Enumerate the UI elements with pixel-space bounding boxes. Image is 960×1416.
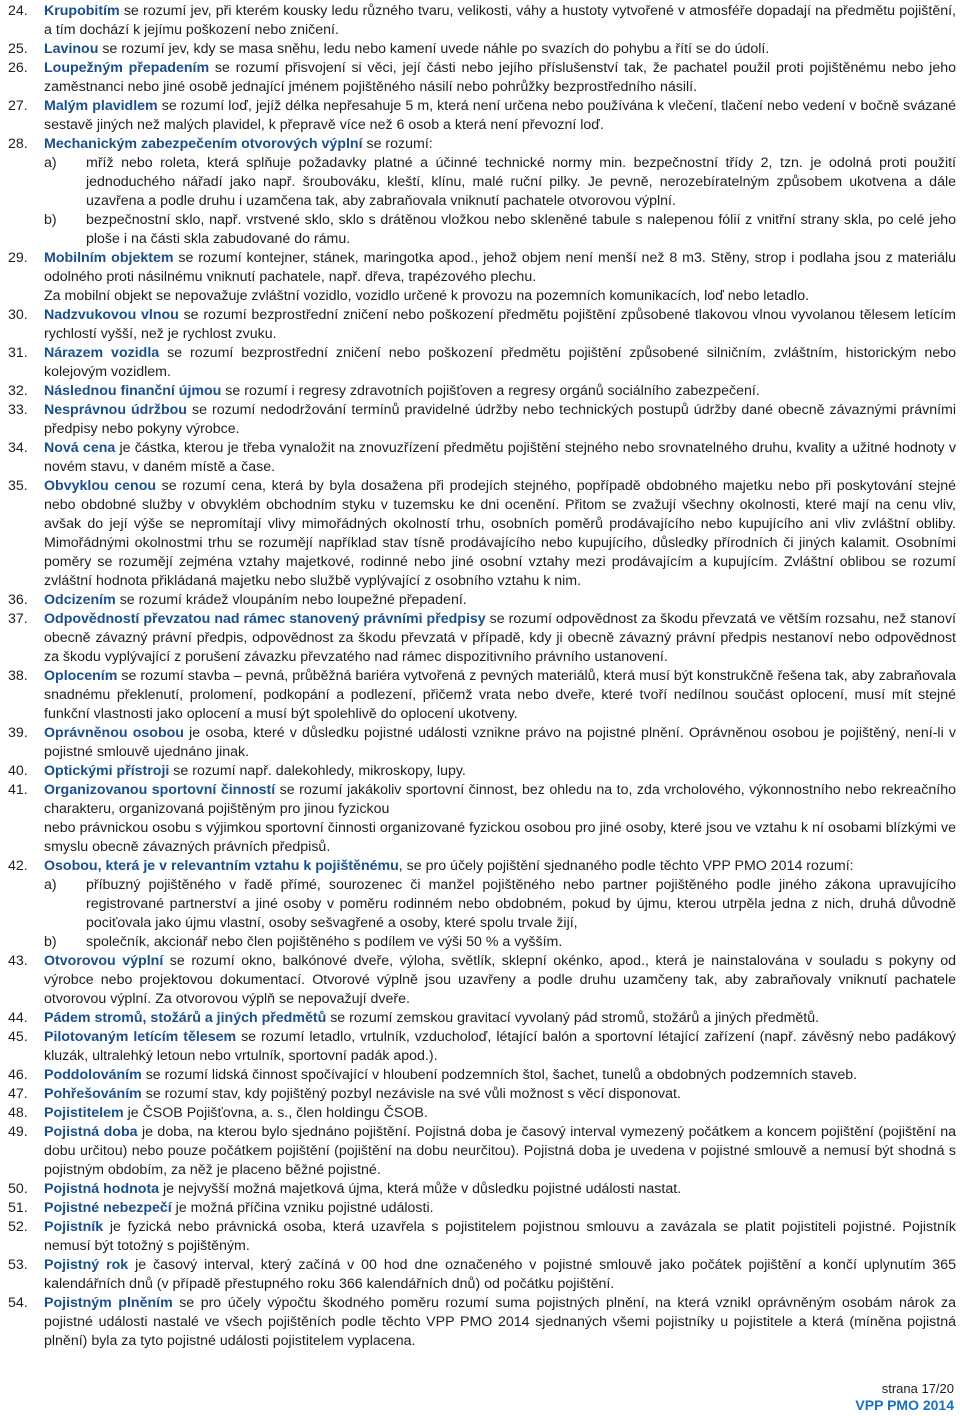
definition-item <box>8 724 956 762</box>
item-text <box>44 667 956 724</box>
item-number: 45. <box>8 1029 28 1045</box>
item-number: 24. <box>8 3 28 19</box>
item-text <box>44 1294 956 1351</box>
definition-item <box>8 2 956 40</box>
defined-term: Pojistná doba <box>44 1124 138 1140</box>
definition-text: se rozumí stavba – pevná, průběžná bariéra vytvořená z pevných materiálů, která musí být konstrukčně řešena tak, aby zabraňovala snadnému překlenutí, prolomení, podkopání a podlezení, přičemž vrata nebo dveře, které tvoří nedílnou součást oplocení, musí mít stejné funkční vlastnosti jako oplocení a musí být spolehlivě do oplocení ukotveny. <box>44 668 956 722</box>
defined-term: Pádem stromů, stožárů a jiných předmětů <box>44 1010 327 1026</box>
definition-item <box>8 59 956 97</box>
definition-text: se rozumí i regresy zdravotních pojišťoven a regresy orgánů sociálního zabezpečení. <box>221 383 760 399</box>
item-number: 49. <box>8 1124 28 1140</box>
item-number: 30. <box>8 307 28 323</box>
definition-text: se rozumí loď, jejíž délka nepřesahuje 5 m, která není určena nebo používána k vlečení, tlačení nebo vedení v bočně svázané sestavě jiných než malých plavidel, k přepravě více než 6 osob a která není převozní loď. <box>44 98 957 133</box>
definition-text: je osoba, které v důsledku pojistné události vznikne právo na pojistné plnění. Oprávněnou osobou je pojištěný, není-li v pojistné smlouvě ujednáno jinak. <box>44 725 956 760</box>
item-number: 26. <box>8 60 28 76</box>
item-text <box>44 781 956 819</box>
definition-text: se rozumí přisvojení si věci, její části nebo jejího příslušenství tak, že pachatel použil proti pojištěnému nebo jeho zaměstnanci nebo jiné osobě jednající jménem pojištěného násilí nebo pohrůžky bezprostředního násilí. <box>44 60 956 95</box>
defined-term: Pojistitelem <box>44 1105 124 1121</box>
item-text <box>44 724 956 762</box>
definition-continuation: nebo právnickou osobu s výjimkou sportovní činnosti organizované fyzickou osobou pro jiné osoby, které jsou ve vztahu k ní osobami blízkými ve smyslu obecně závazných právních předpisů. <box>44 820 956 855</box>
sub-item <box>44 876 956 933</box>
defined-term: Nárazem vozidla <box>44 345 160 361</box>
item-text <box>44 591 956 610</box>
item-text <box>44 439 956 477</box>
defined-term: Pohřešováním <box>44 1086 142 1102</box>
definition-item <box>8 1180 956 1199</box>
item-number: 28. <box>8 136 28 152</box>
sub-item-text: mříž nebo roleta, která splňuje požadavky platné a účinné technické normy min. bezpečnostní třídy 2, tzn. je odolná proti použití jednoduchého nářadí jako např. šroubováku, kleští, klínu, malé ruční pilky. Je pevně, nerozebíratelným způsobem ukotvena a dále uzavřena a podle druhu i uzamčena tak, aby zabraňovala vniknutí pachatele otvorovou výplní. <box>86 155 956 209</box>
definition-text: se rozumí bezprostřední zničení nebo poškození předmětu pojištění způsobené silničním, zvláštním, historickým nebo kolejovým vozidlem. <box>44 345 956 380</box>
item-text <box>44 1104 956 1123</box>
definition-text: se rozumí jev, při kterém kousky ledu různého tvaru, velikosti, váhy a hustoty vytvořené v atmosféře dopadají na předmětu pojištění, a tím dochází k jejímu poškození nebo zničení. <box>44 3 956 38</box>
item-text <box>44 249 956 287</box>
defined-term: Pojistná hodnota <box>44 1181 160 1197</box>
definition-text: je fyzická nebo právnická osoba, která uzavřela s pojistitelem pojistnou smlouvu a zavázala se platit pojistiteli pojistné. Pojistník nemusí být totožný s pojištěným. <box>44 1219 956 1254</box>
definition-item <box>8 1028 956 1066</box>
item-text <box>44 1123 956 1180</box>
sub-item <box>44 211 956 249</box>
defined-term: Mechanickým zabezpečením otvorových výplní <box>44 136 363 152</box>
defined-term: Nová cena <box>44 440 116 456</box>
definition-item <box>8 781 956 857</box>
defined-term: Nadzvukovou vlnou <box>44 307 179 323</box>
definition-item <box>8 40 956 59</box>
defined-term: Osobou, která je v relevantním vztahu k pojištěnému <box>44 858 399 874</box>
item-text <box>44 2 956 40</box>
item-number: 25. <box>8 41 28 57</box>
page-footer <box>855 1381 954 1413</box>
item-number: 42. <box>8 858 28 874</box>
definition-text: je ČSOB Pojišťovna, a. s., člen holdingu ČSOB. <box>123 1105 428 1121</box>
item-text <box>44 1180 956 1199</box>
definition-text: je částka, kterou je třeba vynaložit na znovuzřízení předmětu pojištění stejného nebo srovnatelného druhu, kvality a užitné hodnoty v novém stavu, v daném místě a čase. <box>44 440 956 475</box>
sub-item-label: a) <box>44 877 57 893</box>
defined-term: Oprávněnou osobou <box>44 725 184 741</box>
definition-text: se rozumí lidská činnost spočívající v hloubení podzemních štol, šachet, tunelů a obdobných podzemních staveb. <box>141 1067 858 1083</box>
definition-item <box>8 477 956 591</box>
definition-continuation: Za mobilní objekt se nepovažuje zvláštní vozidlo, vozidlo určené k provozu na pozemních komunikacích, loď nebo letadlo. <box>44 288 810 304</box>
item-number: 44. <box>8 1010 28 1026</box>
item-number: 43. <box>8 953 28 969</box>
item-number: 51. <box>8 1200 28 1216</box>
definition-item <box>8 1085 956 1104</box>
item-number: 36. <box>8 592 28 608</box>
definition-text: se rozumí zemskou gravitací vyvolaný pád stromů, stožárů a jiných předmětů. <box>326 1010 820 1026</box>
definition-item <box>8 306 956 344</box>
definition-item <box>8 952 956 1009</box>
definition-text: se pro účely výpočtu škodného poměru rozumí suma pojistných plnění, na která vznikl oprávněným osobám nárok za pojistné události nastalé ve všech pojištěních podle těchto VPP PMO 2014 sjednaných všemi pojistníky u pojistitele a která (míněna pojistná plnění) byla za tyto pojistné události pojistitelem vyplacena. <box>44 1295 956 1349</box>
item-text <box>44 1199 956 1218</box>
definition-item <box>8 857 956 952</box>
item-text <box>44 477 956 591</box>
definition-text: se rozumí odpovědnost za škodu převzatá ve větším rozsahu, než stanoví obecně závazný právní předpis, odpovědnost za škodu převzatá v případě, kdy ji obecně závazný právní předpis nestanoví nebo odpovědnost za škodu vyplývající z porušení závazku převzatého nad rámec dispozitivního právního ustanovení. <box>44 611 956 665</box>
item-number: 47. <box>8 1086 28 1102</box>
definition-item <box>8 382 956 401</box>
definition-item <box>8 1294 956 1351</box>
sub-item-text: příbuzný pojištěného v řadě přímé, sourozenec či manžel pojištěného nebo partner pojištěného podle jiného zákona upravujícího registrované partnerství a jiné osoby v poměru rodinném nebo obdobném, pokud by újmu, kterou utrpěla jedna z nich, druhá důvodně pociťovala jako újmu vlastní, osoby sešvagřené a osoby, které spolu trvale žijí, <box>86 877 956 931</box>
definition-text: se rozumí bezprostřední zničení nebo poškození předmětu pojištění způsobené tlakovou vlnou vyvolanou tělesem letícím rychlostí vyšší, než je rychlost zvuku. <box>44 307 956 342</box>
item-number: 46. <box>8 1067 28 1083</box>
item-text <box>44 306 956 344</box>
item-text <box>44 1028 956 1066</box>
sub-item-text: společník, akcionář nebo člen pojištěného s podílem ve výši 50 % a vyšším. <box>86 934 563 950</box>
definition-text: je nejvyšší možná majetková újma, která může v důsledku pojistné události nastat. <box>159 1181 682 1197</box>
item-number: 52. <box>8 1219 28 1235</box>
item-text <box>44 1009 956 1028</box>
sub-item-label: b) <box>44 934 57 950</box>
item-text <box>44 135 956 154</box>
document-code: VPP PMO 2014 <box>855 1397 954 1413</box>
item-number: 32. <box>8 383 28 399</box>
definition-text: se rozumí jev, kdy se masa sněhu, ledu nebo kamení uvede náhle po svazích do pohybu a řítí se do údolí. <box>98 41 770 57</box>
defined-term: Odcizením <box>44 592 116 608</box>
defined-term: Krupobitím <box>44 3 120 19</box>
definition-text: se rozumí okno, balkónové dveře, výloha, světlík, sklepní okénko, apod., která je nainstalována v souladu s pokyny od výrobce nebo projektovou dokumentací. Otvorové výplně jsou uzavřeny a podle druhu uzamčeny tak, aby zabraňovaly vniknutí pachatele otvorovou výplní. Za otvorovou výplň se nepovažují dveře. <box>44 953 956 1007</box>
definition-text: se rozumí stav, kdy pojištěný pozbyl nezávisle na své vůli možnost s věcí disponovat. <box>141 1086 681 1102</box>
item-number: 37. <box>8 611 28 627</box>
definition-item <box>8 1009 956 1028</box>
page-number: strana 17/20 <box>881 1381 954 1396</box>
definition-item <box>8 591 956 610</box>
defined-term: Nesprávnou údržbou <box>44 402 187 418</box>
item-number: 39. <box>8 725 28 741</box>
definition-item <box>8 439 956 477</box>
defined-term: Obvyklou cenou <box>44 478 157 494</box>
defined-term: Loupežným přepadením <box>44 60 210 76</box>
defined-term: Pojistný rok <box>44 1257 129 1273</box>
item-text <box>44 1218 956 1256</box>
item-number: 50. <box>8 1181 28 1197</box>
definition-item <box>8 667 956 724</box>
item-number: 54. <box>8 1295 28 1311</box>
definition-text: je časový interval, který začíná v 00 hod dne označeného v pojistné smlouvě jako počátek pojištění a končí uplynutím 365 kalendářních dnů (v případě přestupného roku 366 kalendářních dnů) od počátku pojištění. <box>44 1257 956 1292</box>
item-number: 41. <box>8 782 28 798</box>
item-number: 33. <box>8 402 28 418</box>
sub-item <box>44 933 956 952</box>
definition-text: se rozumí: <box>362 136 433 152</box>
definition-item <box>8 1199 956 1218</box>
defined-term: Organizovanou sportovní činností <box>44 782 276 798</box>
item-text <box>44 762 956 781</box>
definition-text: se rozumí krádež vloupáním nebo loupežné přepadení. <box>115 592 467 608</box>
definition-text: je možná příčina vzniku pojistné události. <box>171 1200 434 1216</box>
item-number: 34. <box>8 440 28 456</box>
sub-item-label: b) <box>44 212 57 228</box>
definition-text: , se pro účely pojištění sjednaného podle těchto VPP PMO 2014 rozumí: <box>398 858 854 874</box>
sub-item <box>44 154 956 211</box>
defined-term: Mobilním objektem <box>44 250 174 266</box>
definition-text: se rozumí jakákoliv sportovní činnost, bez ohledu na to, zda vrcholového, výkonnostního nebo rekreačního charakteru, organizovaná pojištěným pro jinou fyzickou <box>44 782 957 817</box>
defined-term: Pilotovaným letícím tělesem <box>44 1029 237 1045</box>
definition-text: se rozumí letadlo, vrtulník, vzducholoď, létající balón a sportovní létající zařízení (např. závěsný nebo padákový kluzák, ultralehký letoun nebo vrtulník, sportovní padák apod.). <box>44 1029 956 1064</box>
item-number: 27. <box>8 98 28 114</box>
item-number: 48. <box>8 1105 28 1121</box>
item-text <box>44 382 956 401</box>
definition-item <box>8 135 956 249</box>
defined-term: Pojistným plněním <box>44 1295 173 1311</box>
definition-item <box>8 610 956 667</box>
defined-term: Pojistník <box>44 1219 104 1235</box>
definition-text: se rozumí nedodržování termínů pravidelné údržby nebo technických postupů údržby dané obecně závaznými právními předpisy nebo pokyny výrobce. <box>44 402 956 437</box>
definition-item <box>8 1218 956 1256</box>
item-number: 35. <box>8 478 28 494</box>
definition-item <box>8 344 956 382</box>
definition-item <box>8 249 956 306</box>
definition-text: se rozumí např. dalekohledy, mikroskopy, lupy. <box>169 763 466 779</box>
definition-item <box>8 1256 956 1294</box>
sub-item-text: bezpečnostní sklo, např. vrstvené sklo, sklo s drátěnou vložkou nebo skleněné tabule s nalepenou fólií z vnitřní strany skla, po celé jeho ploše i na části skla zabudované do rámu. <box>86 212 956 247</box>
defined-term: Pojistné nebezpečí <box>44 1200 172 1216</box>
defined-term: Následnou finanční újmou <box>44 383 222 399</box>
item-text <box>44 1085 956 1104</box>
definition-text: se rozumí cena, která by byla dosažena při prodejích stejného, popřípadě obdobného majetku nebo při poskytování stejné nebo obdobné služby v obvyklém obchodním styku v tuzemsku ke dni ocenění. Přitom se zvažují všechny okolnosti, které mají na cenu vliv, avšak do její výše se nepromítají vlivy mimořádných okolností trhu, osobních poměrů prodávajícího nebo kupujícího ani vliv zvláštní obliby. Mimořádnými okolnostmi trhu se rozumějí například stav tísně prodávajícího nebo kupujícího, důsledky přírodních či jiných kalamit. Osobními poměry se rozumějí zejména vztahy majetkové, rodinné nebo jiné osobní vztahy mezi prodávajícím a kupujícím. Zvláštní oblibou se rozumí zvláštní hodnota přikládaná majetku nebo službě vyplývající z osobního vztahu k nim. <box>44 478 957 589</box>
item-text <box>44 40 956 59</box>
item-text <box>44 59 956 97</box>
defined-term: Oplocením <box>44 668 118 684</box>
defined-term: Otvorovou výplní <box>44 953 164 969</box>
item-text <box>44 401 956 439</box>
defined-term: Odpovědností převzatou nad rámec stanovený právními předpisy <box>44 611 486 627</box>
item-text <box>44 1256 956 1294</box>
definition-item <box>8 1104 956 1123</box>
document-body <box>8 2 956 1351</box>
sub-item-label: a) <box>44 155 57 171</box>
item-text <box>44 1066 956 1085</box>
defined-term: Malým plavidlem <box>44 98 158 114</box>
item-text <box>44 952 956 1009</box>
definition-item <box>8 401 956 439</box>
item-number: 29. <box>8 250 28 266</box>
definition-item <box>8 1123 956 1180</box>
item-number: 40. <box>8 763 28 779</box>
item-number: 38. <box>8 668 28 684</box>
defined-term: Optickými přístroji <box>44 763 170 779</box>
defined-term: Poddolováním <box>44 1067 142 1083</box>
item-text <box>44 97 956 135</box>
definition-item <box>8 1066 956 1085</box>
item-text <box>44 857 956 876</box>
definition-item <box>8 97 956 135</box>
item-text <box>44 344 956 382</box>
definition-text: je doba, na kterou bylo sjednáno pojištění. Pojistná doba je časový interval vymezený počátkem a koncem pojištění (pojištění na dobu určitou) nebo pouze počátkem pojištění (pojištění na dobu neurčitou). Pojistná doba je uvedena v pojistné smlouvě a nemusí být shodná s pojistným obdobím, za něž je placeno běžné pojistné. <box>44 1124 957 1178</box>
definition-item <box>8 762 956 781</box>
item-text <box>44 610 956 667</box>
item-number: 31. <box>8 345 28 361</box>
item-number: 53. <box>8 1257 28 1273</box>
definition-text: se rozumí kontejner, stánek, maringotka apod., jehož objem není menší než 8 m3. Stěny, strop i podlaha jsou z materiálu odolného proti násilnému vniknutí pachatele, např. dřeva, trapézového plechu. <box>44 250 957 285</box>
defined-term: Lavinou <box>44 41 99 57</box>
